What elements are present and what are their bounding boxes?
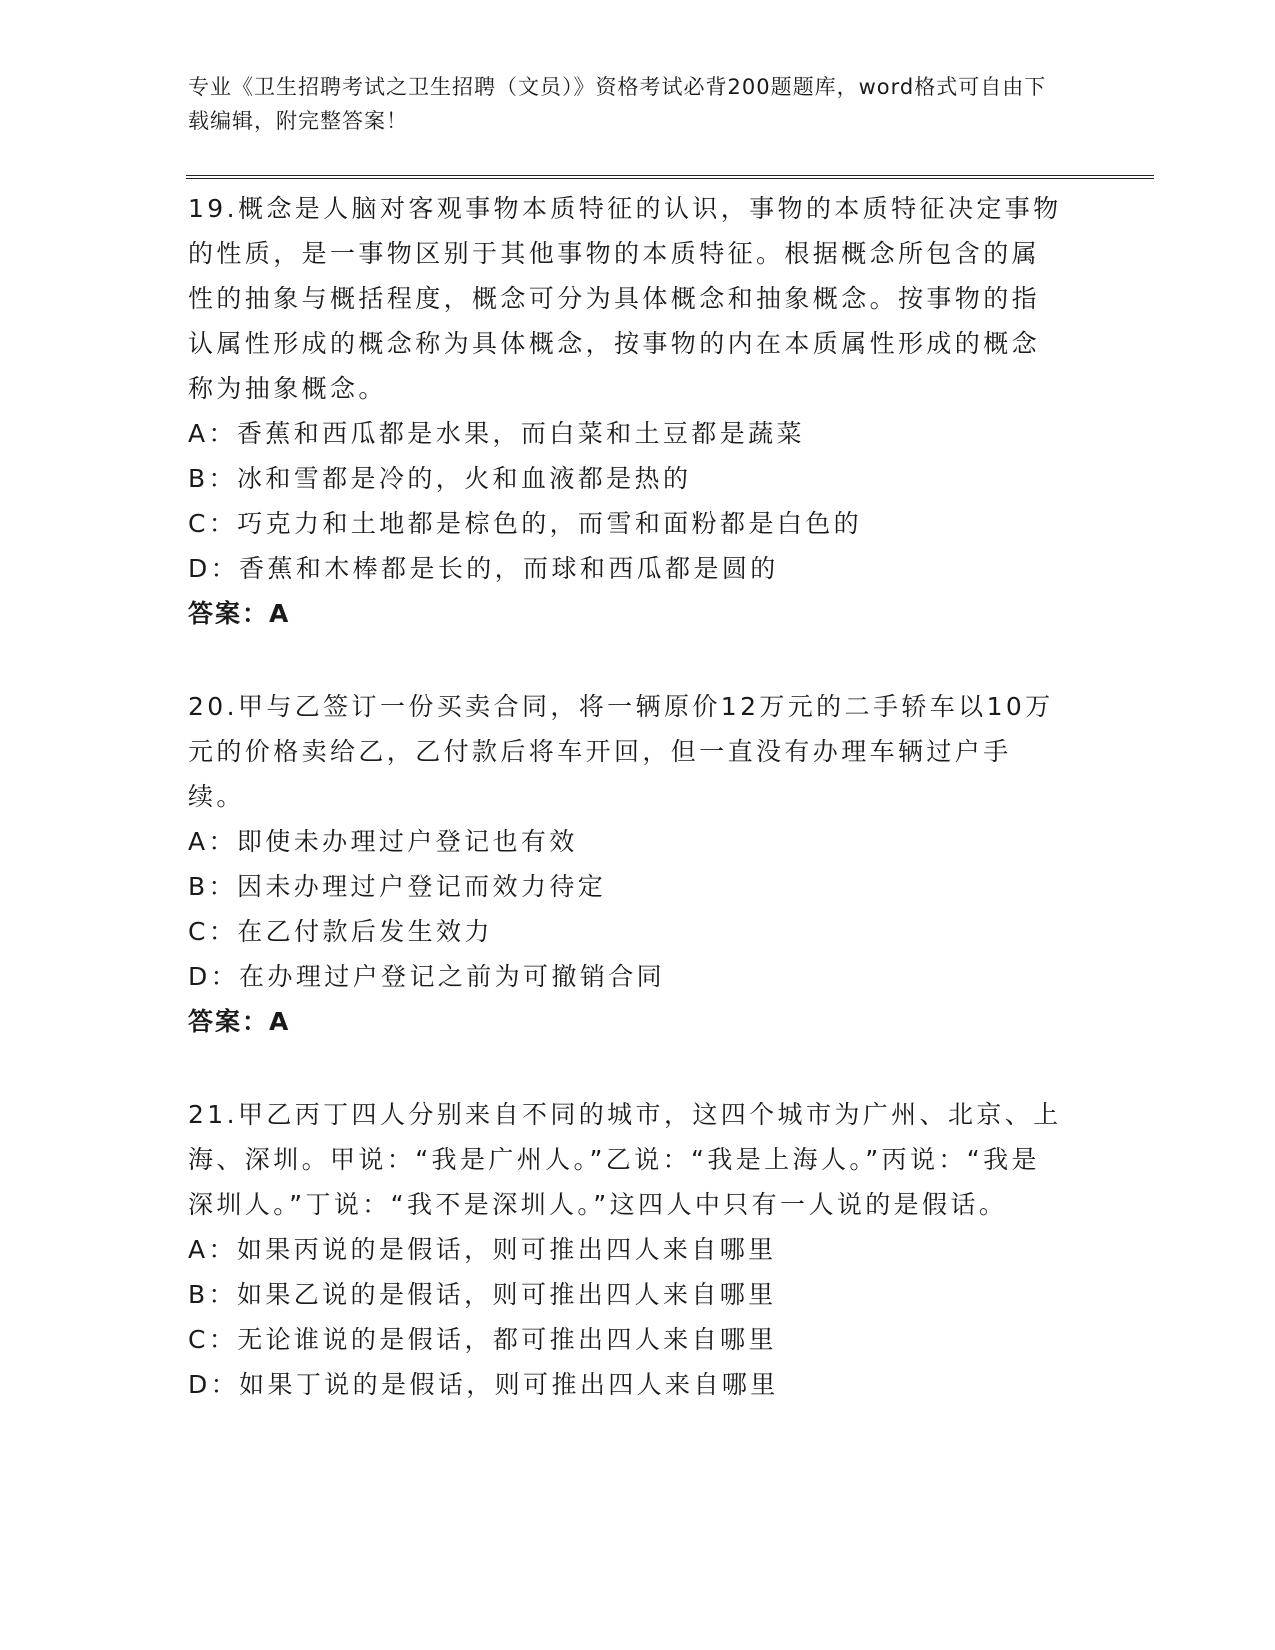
option-a: A：即使未办理过户登记也有效 (188, 827, 578, 856)
answer-label: 答案：A (188, 1007, 291, 1036)
option-b: B：如果乙说的是假话，则可推出四人来自哪里 (188, 1280, 777, 1309)
option-b: B：冰和雪都是冷的，火和血液都是热的 (188, 464, 692, 493)
question-spacer (188, 636, 1068, 684)
answer-label: 答案：A (188, 599, 291, 628)
header-divider (186, 175, 1154, 179)
option-a: A：香蕉和西瓜都是水果，而白菜和土豆都是蔬菜 (188, 419, 805, 448)
option-d: D：如果丁说的是假话，则可推出四人来自哪里 (188, 1370, 779, 1399)
question-stem: 21.甲乙丙丁四人分别来自不同的城市，这四个城市为广州、北京、上海、深圳。甲说：“我是广州人。”乙说：“我是上海人。”丙说：“我是深圳人。”丁说：“我不是深圳人。”这四人中只有一人说的是假话。 (188, 1100, 1062, 1219)
option-d: D：香蕉和木棒都是长的，而球和西瓜都是圆的 (188, 554, 779, 583)
option-a: A：如果丙说的是假话，则可推出四人来自哪里 (188, 1235, 777, 1264)
question-spacer (188, 1044, 1068, 1092)
question-stem: 20.甲与乙签订一份买卖合同，将一辆原价12万元的二手轿车以10万元的价格卖给乙，乙付款后将车开回，但一直没有办理车辆过户手续。 (188, 692, 1054, 811)
option-b: B：因未办理过户登记而效力待定 (188, 872, 607, 901)
document-header: 专业《卫生招聘考试之卫生招聘（文员）》资格考试必背200题题库，word格式可自由下载编辑，附完整答案！ (188, 75, 1047, 133)
question-19 (188, 186, 1068, 636)
question-list (188, 186, 1068, 1407)
option-c: C：巧克力和土地都是棕色的，而雪和面粉都是白色的 (188, 509, 863, 538)
option-c: C：在乙付款后发生效力 (188, 917, 493, 946)
question-stem: 19.概念是人脑对客观事物本质特征的认识，事物的本质特征决定事物的性质，是一事物区别于其他事物的本质特征。根据概念所包含的属性的抽象与概括程度，概念可分为具体概念和抽象概念。按事物的指认属性形成的概念称为具体概念，按事物的内在本质属性形成的概念称为抽象概念。 (188, 194, 1062, 403)
option-d: D：在办理过户登记之前为可撤销合同 (188, 962, 666, 991)
question-20 (188, 684, 1068, 1044)
question-21 (188, 1092, 1068, 1407)
option-c: C：无论谁说的是假话，都可推出四人来自哪里 (188, 1325, 777, 1354)
